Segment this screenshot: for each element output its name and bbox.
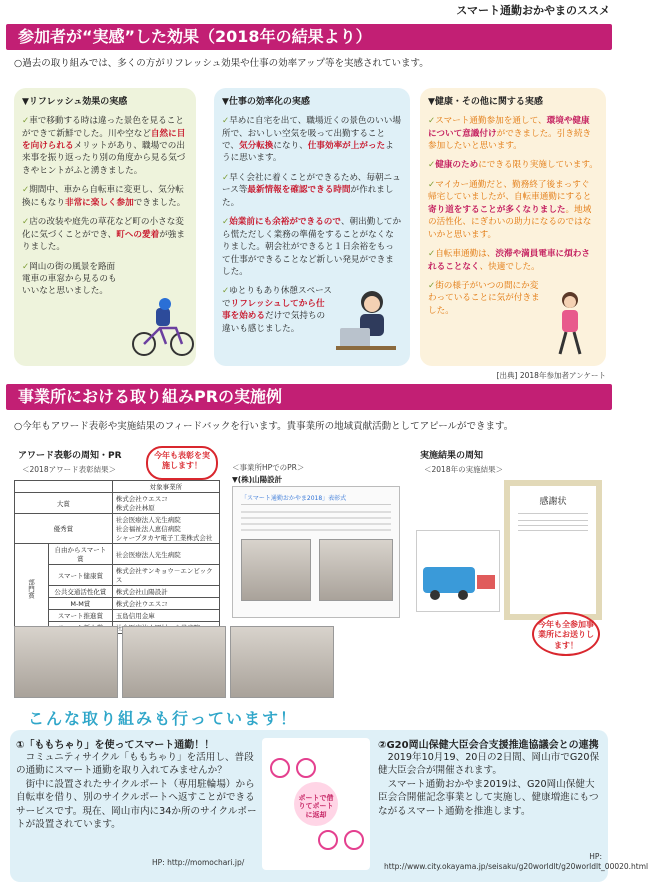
comment-text: 岡山の街の風景を路面電車の車窓から見るのもいいなと思いました。 (22, 261, 117, 297)
col1-heading: ▼リフレッシュ効果の実感 (22, 97, 128, 107)
g20-body: 2019年10月19、20日の2日間、岡山市でG20保健大臣会合が開催されます。 スマート通勤おかやま2019は、G20岡山保健大臣会合開催記念事業として実施し、健康増進にもつながるスマート通勤を推進します。 (378, 752, 600, 817)
certificate-thumb (504, 480, 602, 620)
comment-highlight: 最新情報を確認できる時間 (247, 185, 351, 196)
comment-text: 早めに自宅を出て、職場近くの景色のいい場所で、おいしい空気を吸って出勤することで、 (222, 116, 401, 151)
comment-highlight: 渋滞や満員電車に煩わされることなく (428, 249, 590, 272)
efficiency-panel (214, 88, 410, 366)
comment-item (22, 115, 188, 177)
award-category: スマート推進賞 (49, 610, 113, 622)
comment-text: できました。 (133, 197, 186, 208)
refresh-panel (14, 88, 196, 366)
comment-highlight: 町への愛着 (116, 229, 160, 240)
award-category: 優秀賞 (15, 514, 113, 544)
award-row (15, 493, 220, 514)
comment-highlight: 気分転換 (239, 140, 274, 151)
comment-text: 店の改装や庭先の草花など町の小さな変化に気づくことができ、 (22, 217, 184, 240)
award-row (15, 514, 220, 544)
award-category: 公共交通活性化賞 (49, 586, 113, 598)
comment-item (222, 285, 332, 335)
award-table-header: 対象事業所 (112, 481, 219, 493)
col2-heading: ▼仕事の効率化の実感 (222, 97, 310, 107)
comment-text: 街の様子がいつの間にか変わっていることに気が付きました。 (428, 281, 540, 316)
comment-text: 早く会社に着くことができるため、毎朝ニュース等 (222, 172, 401, 196)
check-icon: ✓ (222, 172, 230, 183)
comment-highlight: 始業前にも余裕ができるので (229, 217, 341, 228)
health-panel (420, 88, 606, 366)
brand-logo-text: スマート通勤おかやまのススメ (456, 4, 610, 17)
check-icon: ✓ (428, 116, 436, 127)
illustration-caption: ポートで借りてポートに返却 (298, 794, 334, 819)
check-icon: ✓ (22, 261, 30, 272)
hp-screenshot (232, 486, 400, 618)
comment-highlight: 健康のため (435, 160, 479, 171)
award-category: 自由からスマート賞 (49, 544, 113, 565)
check-icon: ✓ (428, 160, 436, 171)
comment-text: マイカー通勤だと、勤務終了後まっすぐ帰宅していましたが、自転車通勤にすると (428, 179, 592, 203)
comment-text: にできる限り実施しています。 (478, 160, 598, 171)
comment-text: ように思います。 (222, 140, 394, 164)
comment-text: 車で移動する時は違った景色を見ることができて新鮮でした。川や空など (22, 116, 184, 139)
check-icon: ✓ (22, 185, 30, 196)
result-report-thumb (416, 530, 500, 612)
award-photo-2 (122, 626, 226, 698)
survey-source: [出典] 2018年参加者アンケート (496, 371, 606, 380)
award-organization: 株式会社ウエスコ (112, 598, 219, 610)
hp-page-title: 「スマート通勤おかやま2018」表彰式 (241, 493, 391, 505)
g20-block (378, 736, 604, 818)
g20-heading: ②G20岡山保健大臣会合支援推進協議会との連携 (378, 740, 599, 751)
hp-photo-1 (241, 539, 311, 601)
award-category: 大賞 (15, 493, 113, 514)
comment-highlight: 仕事効率が上がった (307, 140, 386, 151)
award-table (14, 480, 220, 634)
section2-title: 事業所における取り組みPRの実施例 (18, 387, 283, 406)
certificate-title: 感謝状 (539, 497, 567, 507)
check-icon: ✓ (22, 116, 30, 127)
section2-banner (6, 384, 612, 410)
bus-illustration (417, 531, 501, 613)
section1-title: 参加者が“実感”した効果（2018年の結果より） (18, 27, 372, 46)
award-organization: 玉島信用金庫 (112, 610, 219, 622)
comment-highlight: 寄り道をすることが多くなりました (428, 204, 566, 215)
comment-text: 。地域の活性化、にぎわいの助力になるのではないかと思います。 (428, 204, 592, 240)
g20-url[interactable]: HP: http://www.city.okayama.jp/seisaku/g20worldlt/g20worldlt_00020.html (384, 852, 648, 871)
check-icon: ✓ (428, 281, 436, 292)
comment-text: になり、 (273, 140, 308, 151)
comment-item (428, 280, 544, 317)
comment-item (428, 159, 598, 171)
hp-heading: ＜事業所HPでのPR＞ (232, 463, 305, 472)
award-organization: 社会医療法人光生病院 (112, 544, 219, 565)
walker-illustration (540, 290, 600, 360)
comment-item (428, 179, 598, 241)
award-heading: アワード表彰の周知・PR (18, 451, 122, 461)
result-badge: 今年も全参加事業所にお送りします！ (532, 612, 600, 656)
section3-title: こんな取り組みも行っています！ (28, 709, 299, 728)
hp-photo-2 (319, 539, 393, 601)
check-icon: ✓ (22, 217, 30, 228)
section2-lead: ○今年もアワード表彰や実施結果のフィードバックを行います。貴事業所の地域貢献活動としてアピールができます。 (14, 421, 514, 432)
comment-item (222, 216, 402, 278)
award-category: M-M賞 (49, 598, 113, 610)
award-organization: 株式会社サンキョウ－エンビックス (112, 565, 219, 586)
check-icon: ✓ (222, 286, 230, 297)
hp-company: ▼(株)山陽設計 (232, 475, 283, 484)
comment-item (428, 248, 598, 273)
check-icon: ✓ (428, 179, 436, 190)
award-badge: 今年も表彰を実施します！ (146, 446, 218, 480)
momochari-heading: ①「ももちゃり」を使ってスマート通勤！！ (16, 740, 215, 751)
check-icon: ✓ (428, 249, 436, 260)
comment-item (222, 115, 402, 165)
result-heading: 実施結果の周知 (420, 451, 484, 461)
comment-text: ゆとりもあり休憩スペースで (222, 286, 332, 309)
comment-text: だけで気持ちの違いも感じました。 (222, 311, 326, 334)
comment-text: 自転車通勤は、 (435, 249, 496, 260)
section1-banner (6, 24, 612, 50)
momochari-url[interactable]: HP: http://momochari.jp/ (152, 858, 245, 867)
comment-item (22, 216, 188, 253)
comment-text: ができました。引き続き参加したいと思います。 (428, 128, 592, 151)
comment-highlight: 自然に目を向けられる (22, 128, 186, 151)
award-organization: 社会医療法人光生病院 社会福祉法人恵信病院 シャープタカヤ電子工業株式会社 (112, 514, 219, 544)
comment-text: が作れました。 (222, 185, 394, 208)
award-side-label: 部門賞 (15, 544, 49, 634)
award-photo-3 (230, 626, 334, 698)
comment-highlight: リフレッシュしてから仕事を始める (222, 298, 325, 322)
check-icon: ✓ (222, 217, 230, 228)
comment-item (22, 261, 122, 298)
comment-item (428, 115, 598, 152)
comment-text: 、快適でした。 (479, 261, 540, 272)
comment-text: スマート通勤参加を通して、 (435, 116, 547, 127)
award-organization: 株式会社山陽設計 (112, 586, 219, 598)
award-organization: 株式会社ウエスコ 株式会社林原 (112, 493, 219, 514)
momochari-body: コミュニティサイクル「ももちゃり」を活用し、普段の通勤にスマート通勤を取り入れてみませんか？ 街中に設置されたサイクルポート（専用駐輪場）から自転車を借り、別のサイクルポートへ返すことができるサービスです。現在、岡山市内に34か所のサイクルポートが設置されています。 (16, 752, 257, 831)
award-photo-1 (14, 626, 118, 698)
momochari-illustration (262, 738, 370, 870)
office-worker-illustration (332, 284, 404, 356)
comment-item (22, 184, 188, 209)
award-subheading: ＜2018アワード表彰結果＞ (22, 465, 117, 474)
comment-text: メリットがあり、職場での出来事を振り返ったり別の角度から見る気づきやヒントがふと湧きました。 (22, 140, 186, 176)
comment-text: 、朝出勤してから慌ただしく業務の準備をすることがなくなりました。朝会社ができると１日余裕をもって仕事ができることなど新しい発見ができました。 (222, 217, 402, 278)
award-category: スマート健康賞 (49, 565, 113, 586)
cyclist-illustration (132, 298, 194, 358)
award-row (15, 544, 220, 565)
result-subheading: ＜2018年の実施結果＞ (424, 465, 504, 474)
check-icon: ✓ (222, 116, 230, 127)
momochari-block (16, 736, 262, 832)
comment-highlight: 非常に楽しく参加 (64, 197, 134, 208)
section1-lead: ○過去の取り組みでは、多くの方がリフレッシュ効果や仕事の効率アップ等を実感されています。 (14, 58, 429, 69)
col3-heading: ▼健康・その他に関する実感 (428, 97, 543, 107)
comment-item (222, 172, 402, 209)
comment-text: 期間中、車から自転車に変更し、気分転換にもなり (22, 185, 184, 208)
comment-text: が強まりました。 (22, 229, 185, 253)
comment-highlight: 環境や健康について意識付け (428, 116, 590, 139)
